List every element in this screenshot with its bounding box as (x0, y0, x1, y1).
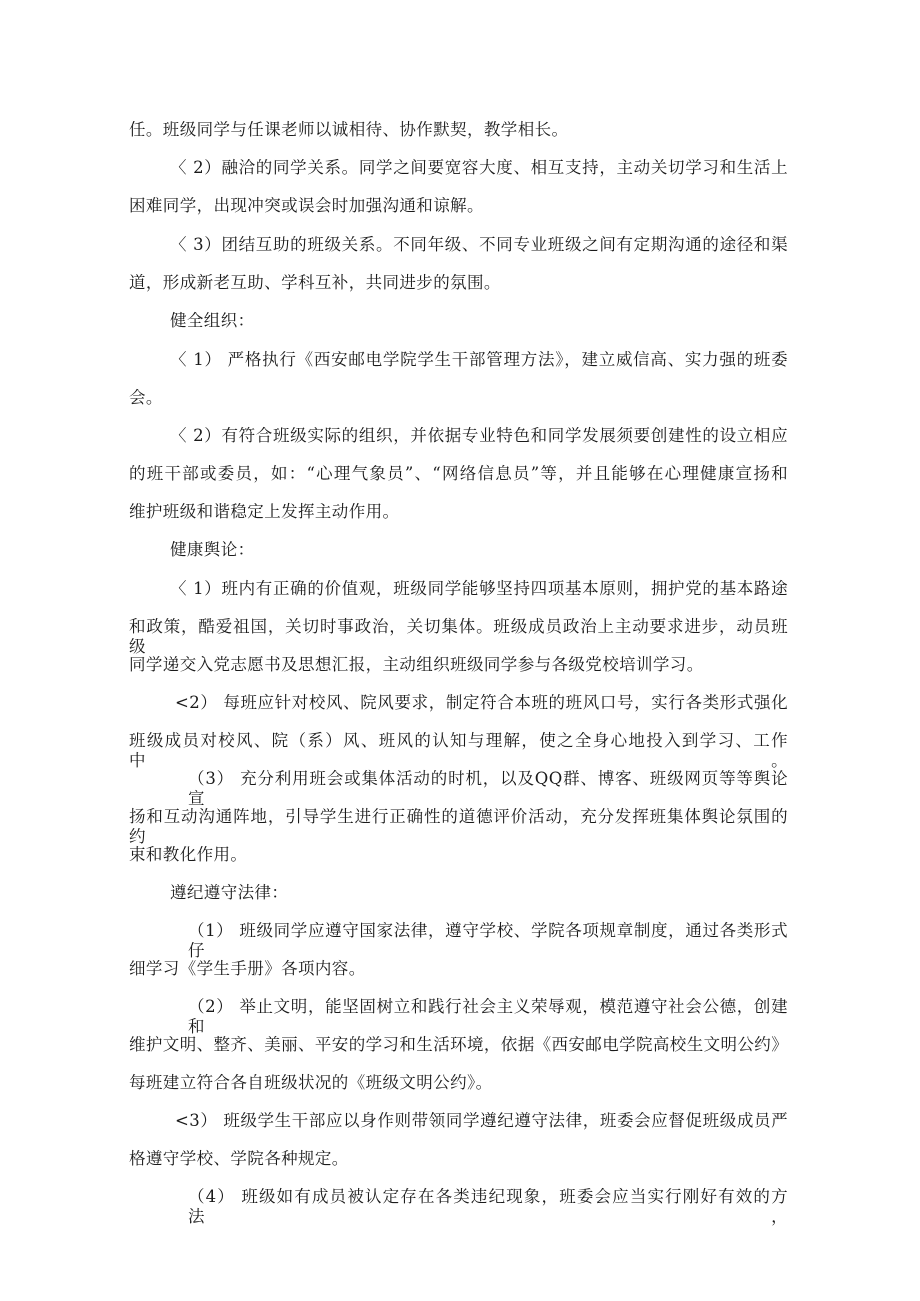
text-line: 困难同学，出现冲突或误会时加强沟通和谅解。 (129, 196, 484, 215)
text-line: 束和教化作用。 (129, 845, 248, 864)
text-line: 〈 2）有符合班级实际的组织，并依据专业特色和同学发展须要创建性的设立相应 (170, 426, 788, 445)
text-line: <3） 班级学生干部应以身作则带领同学遵纪遵守法律，班委会应督促班级成员严 (175, 1111, 788, 1130)
text-line: （1） 班级同学应遵守国家法律，遵守学校、学院各项规章制度，通过各类形式仔 (188, 921, 788, 960)
text-line: 维护班级和谐稳定上发挥主动作用。 (129, 502, 400, 521)
section-heading: 遵纪遵守法律： (170, 883, 289, 902)
section-heading: 健康舆论： (170, 540, 255, 559)
text-line: 细学习《学生手册》各项内容。 (129, 959, 366, 978)
text-line: 格遵守学校、学院各种规定。 (129, 1149, 349, 1168)
text-line: 〈 3）团结互助的班级关系。不同年级、不同专业班级之间有定期沟通的途径和渠 (170, 235, 788, 254)
text-line: 和政策，酷爱祖国，关切时事政治，关切集体。班级成员政治上主动要求进步，动员班级 (129, 617, 788, 656)
text-line: 道，形成新老互助、学科互补，共同进步的氛围。 (129, 273, 501, 292)
text-line: 班级成员对校风、院（系）风、班风的认知与理解，使之全身心地投入到学习、工作中。 (129, 731, 788, 770)
text-line: （3） 充分利用班会或集体活动的时机，以及QQ群、博客、班级网页等等舆论宣 (188, 769, 788, 808)
section-heading: 健全组织： (170, 311, 255, 330)
text-line: 同学递交入党志愿书及思想汇报，主动组织班级同学参与各级党校培训学习。 (129, 655, 704, 674)
text-line: 每班建立符合各自班级状况的《班级文明公约》。 (129, 1073, 493, 1092)
text-line: 的班干部或委员，如：“心理气象员”、“网络信息员”等，并且能够在心理健康宣扬和 (129, 464, 788, 483)
text-line: （4） 班级如有成员被认定存在各类违纪现象，班委会应当实行刚好有效的方法， (188, 1187, 788, 1226)
text-line: 维护文明、整齐、美丽、平安的学习和生活环境，依据《西安邮电学院高校生文明公约》 (129, 1035, 788, 1054)
text-line: <2） 每班应针对校风、院风要求，制定符合本班的班风口号，实行各类形式强化 (175, 693, 788, 712)
text-line: 任。班级同学与任课老师以诚相待、协作默契，教学相长。 (129, 120, 569, 139)
text-line: 〈 1）班内有正确的价值观，班级同学能够坚持四项基本原则，拥护党的基本路途 (170, 579, 788, 598)
text-line: 〈 1） 严格执行《西安邮电学院学生干部管理方法》，建立威信高、实力强的班委 (170, 350, 788, 369)
text-line: 扬和互动沟通阵地，引导学生进行正确性的道德评价活动，充分发挥班集体舆论氛围的约 (129, 807, 788, 846)
text-line: （2） 举止文明，能坚固树立和践行社会主义荣辱观，模范遵守社会公德，创建和 (188, 997, 788, 1036)
text-line: 〈 2）融洽的同学关系。同学之间要宽容大度、相互支持，主动关切学习和生活上 (170, 158, 788, 177)
text-line: 会。 (129, 388, 163, 407)
